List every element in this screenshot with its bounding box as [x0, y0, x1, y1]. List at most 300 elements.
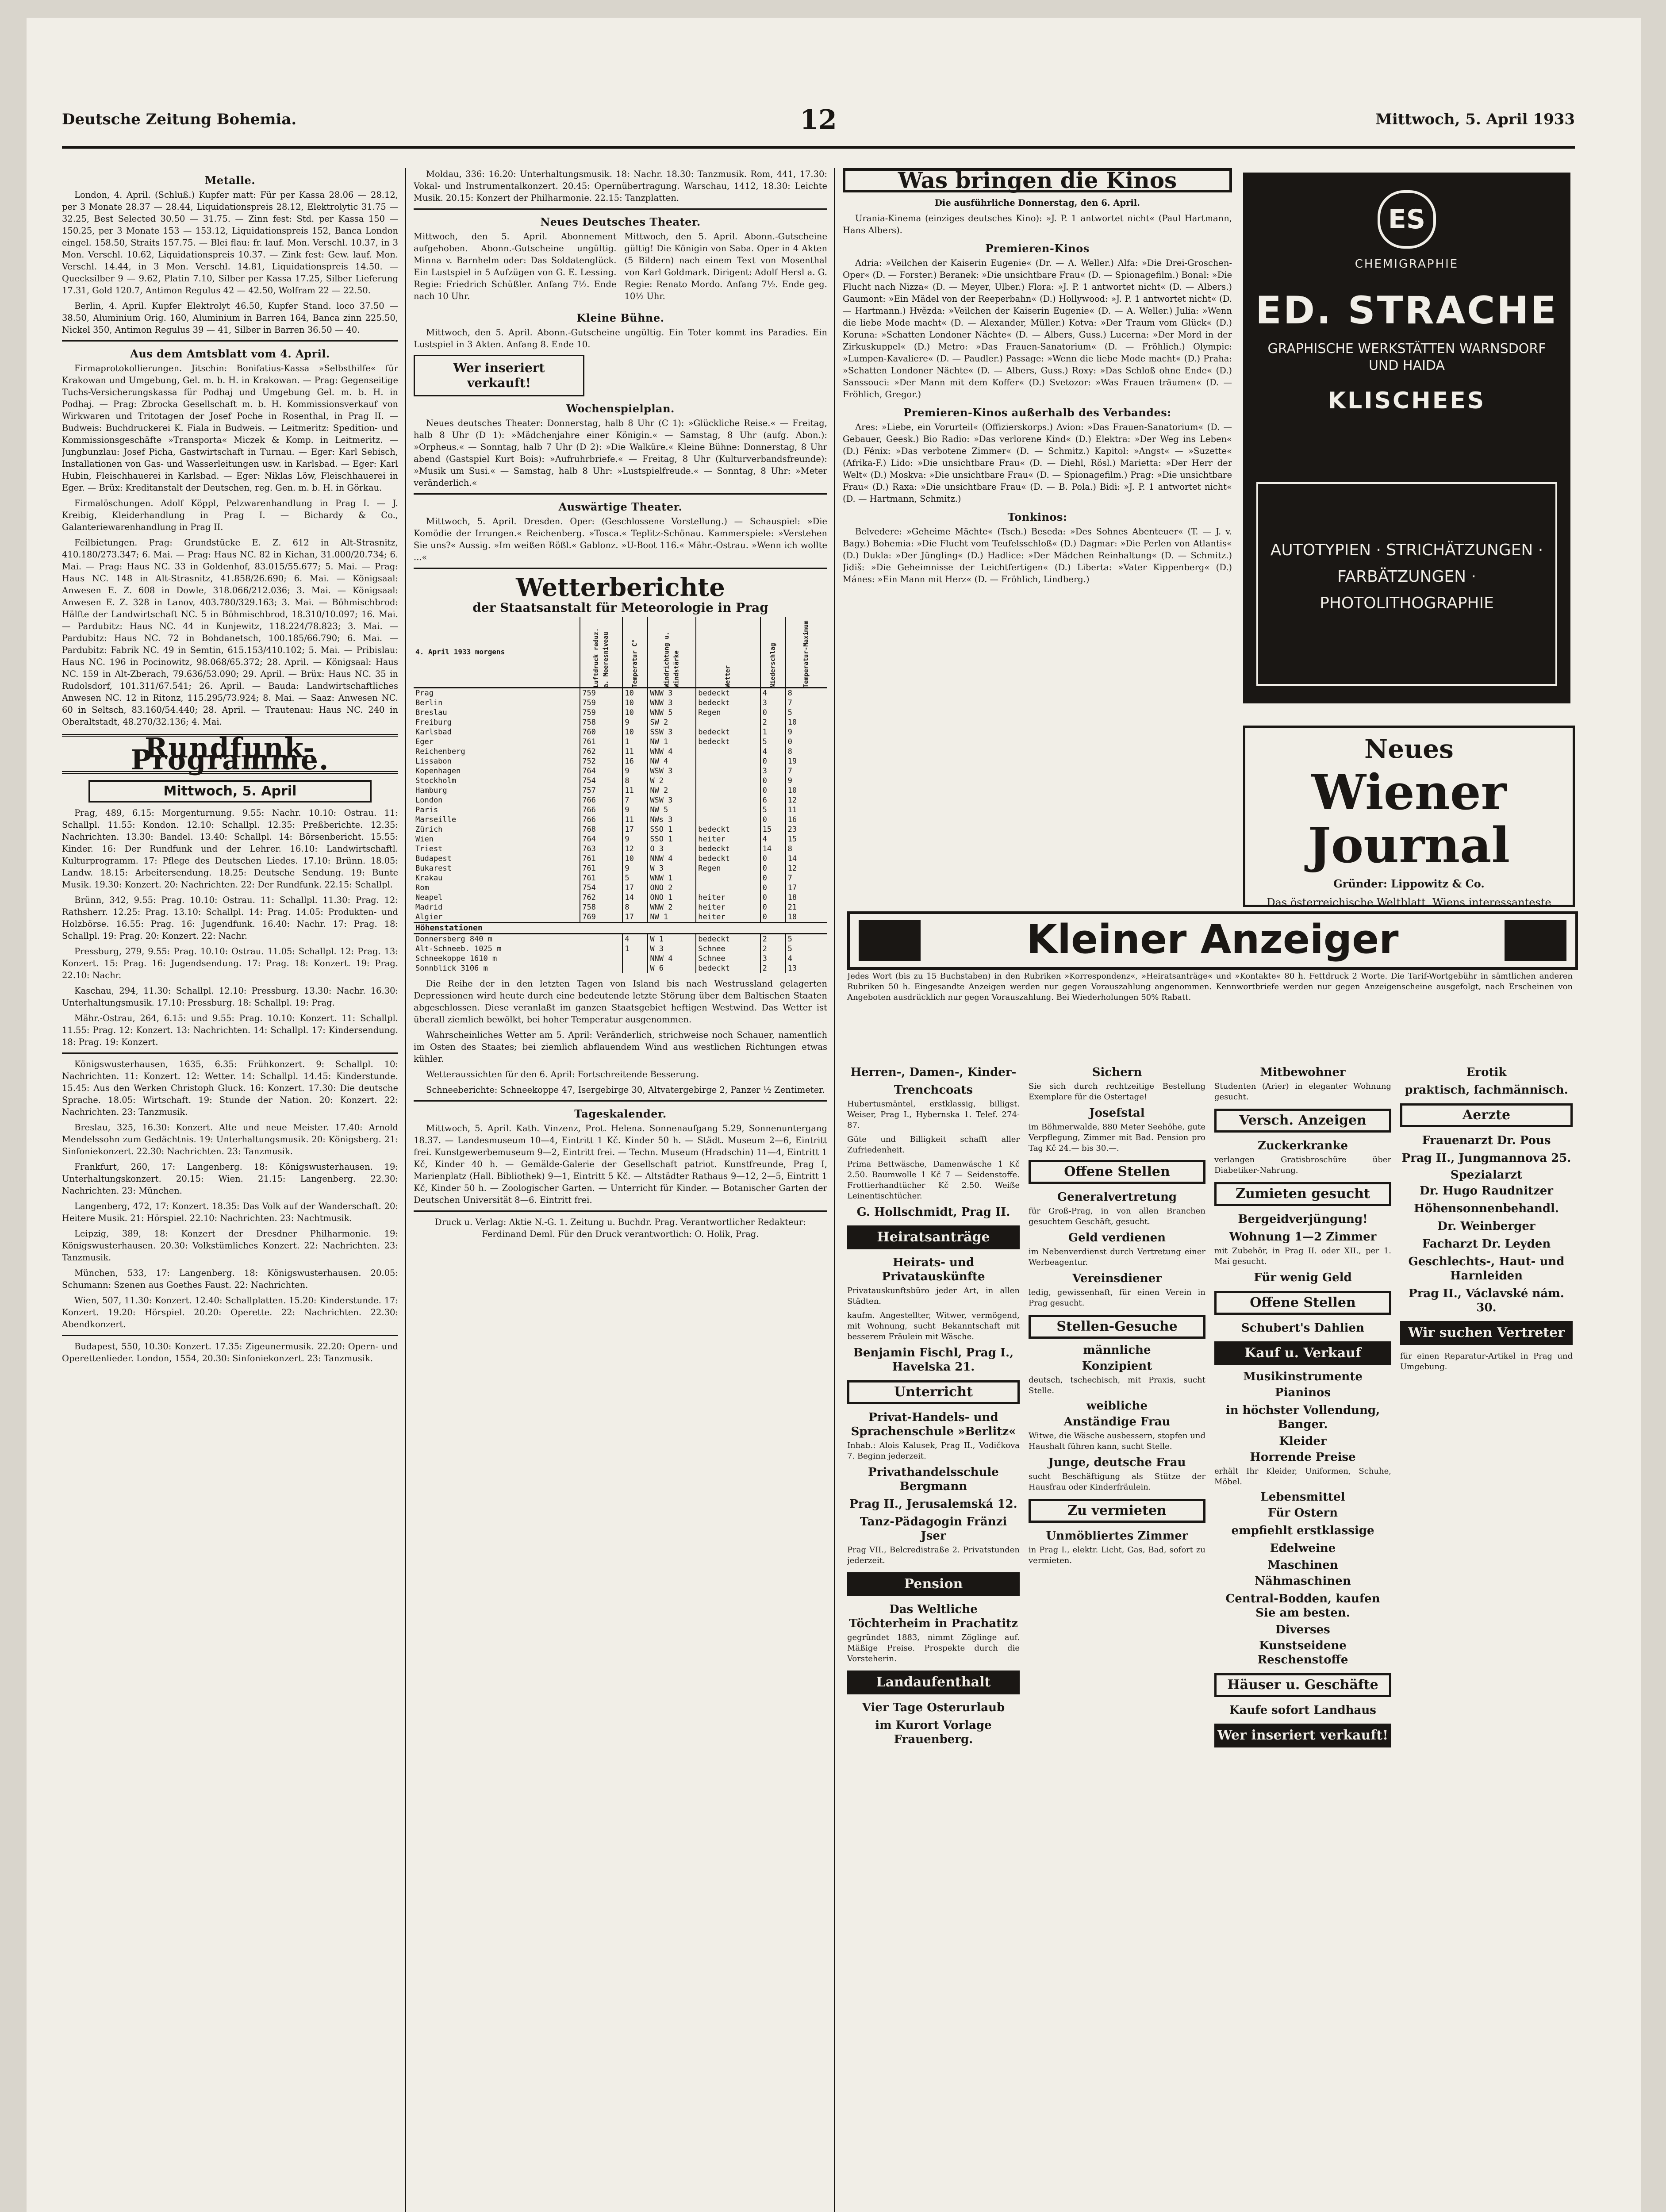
- weather-cell: 5: [786, 944, 827, 954]
- weather-row: [414, 873, 827, 883]
- ad-box: [414, 355, 584, 396]
- classified-subcategory: Musikinstrumente: [1243, 1370, 1363, 1383]
- classified-ad-headline: Geschlechts-, Haut- und Harnleiden: [1408, 1255, 1565, 1283]
- weather-cell: 11: [622, 815, 648, 825]
- classified-ad-text: kaufm. Angestellter, Witwer, vermögend, mit Wohnung, sucht Bekanntschaft mit besserem Fräulein mit Wäsche.: [847, 1311, 1020, 1341]
- classified-ad-text: Witwe, die Wäsche ausbessern, stopfen und Haushalt führen kann, sucht Stelle.: [1029, 1431, 1205, 1451]
- classified-ad-text: erhält Ihr Kleider, Uniformen, Schuhe, Möbel.: [1214, 1467, 1391, 1486]
- radio-listing: Frankfurt, 260, 17: Langenberg. 18: Königswusterhausen. 19: Unterhaltungskonzert. 20.15: Wien. 21.15: Langenberg. 22.30: Nachrichten. 23: München.: [62, 1162, 398, 1196]
- classified-ad-headline: Vier Tage Osterurlaub: [862, 1701, 1005, 1714]
- weather-cell: 9: [786, 776, 827, 786]
- weather-cell: 4: [622, 934, 648, 945]
- classified-ad-text: Prima Bettwäsche, Damenwäsche 1 Kč 2.50. Baumwolle 1 Kč 7 — Seidenstoffe. Frottierhandtücher Kč 2.50. Weiße Leinentischtücher.: [847, 1160, 1020, 1201]
- weather-row: [414, 795, 827, 805]
- weather-cell: 11: [786, 805, 827, 815]
- imprint: Druck u. Verlag: Aktie N.-G. 1. Zeitung u. Buchdr. Prag. Verantwortlicher Redakteur: Ferdinand Deml. Für den Druck verantwortlich: O. Holik, Prag.: [434, 1217, 806, 1239]
- classified-ad-headline: Geld verdienen: [1068, 1231, 1166, 1244]
- classified-ad-text: ledig, gewissenhaft, für einen Verein in Prag gesucht.: [1029, 1288, 1205, 1308]
- weather-cell: 8: [786, 844, 827, 854]
- weather-cell: 9: [622, 805, 648, 815]
- classified-ad-text: im Böhmerwalde, 880 Meter Seehöhe, gute Verpflegung, Zimmer mit Bad. Pension pro Tag Kč 24.— bis 30.—.: [1029, 1122, 1205, 1153]
- section-heading: Kleine Bühne.: [576, 311, 664, 324]
- cinema-listing: Belvedere: »Geheime Mächte« (Tsch.) Beseda: »Des Sohnes Abenteuer« (T. — J. v. Bagy.) Bohemia: »Die Flucht vom Teufelsschloß« (D.) Dagmar: »Die Perlen von Atlantis« (D.) Dukla: »Der Jüngling« (D.) Hadlice: »Der Mädchen Reinhaltung« (D. — Schmitz.) Jidiš: »Die Geheimnisse der Leichtfertigen« (D.) Liberta: »Vater Kippenberg« (D.) Mánes: »Ein Mann mit Herz« (D. — Fröhlich, Lindberg.): [843, 526, 1232, 584]
- section-heading: Wochenspielplan.: [566, 402, 675, 415]
- weather-cell: WSW 3: [648, 795, 696, 805]
- section-heading: Tageskalender.: [574, 1107, 667, 1120]
- calendar-paragraph: Mittwoch, 5. April. Kath. Vinzenz, Prot. Helena. Sonnenaufgang 5.29, Sonnenuntergang 18.37. — Landesmuseum 10—4, Eintritt 1 Kč. Kinder 50 h. — Städt. Museum 2—6, Eintritt frei. Kunstgewerbemuseum 9—2, Eintritt frei. — Techn. Museum (Hradschin) 11—4, Eintritt 1 Kč, Kinder 40 h. — Gemälde-Galerie der Gesellschaft patriot. Kunstfreunde, Prag I, Marienplatz (Hall. Bibliothek) 9—1, Eintritt 5 Kč. — Altstädter Rathaus 9—12, 2—5, Eintritt 1 Kč, Kinder 50 h. — Zoologischer Garten. — Unterricht für Kinder. — Botanischer Garten der Deutschen Universität 8—6. Eintritt frei.: [414, 1123, 827, 1205]
- weather-cell: WNW 3: [648, 688, 696, 699]
- weather-column-header: Temperatur C°: [622, 617, 648, 688]
- weather-cell: 17: [622, 825, 648, 834]
- weather-cell: [696, 776, 760, 786]
- weather-cell: WNW 1: [648, 873, 696, 883]
- strache-klisch: KLISCHEES: [1328, 388, 1486, 414]
- classified-category-box: Landaufenthalt: [847, 1671, 1020, 1694]
- weather-row: [414, 805, 827, 815]
- weather-cell: 9: [622, 864, 648, 873]
- weather-column-header: Windrichtung u. Windstärke: [648, 617, 696, 688]
- radio-listing: Königswusterhausen, 1635, 6.35: Frühkonzert. 9: Schallpl. 10: Nachrichten. 11: Konzert. 12: Wetter. 14: Schallpl. 14.45: Kinderstunde. 15.45: Aus den Werken Christoph Gluck. 16: Konzert. 17.30: Die deutsche Sprache. 18.05: Wirtschaft. 19: Stunde der Nation. 20: Konzert. 22: Nachrichten. 23: Tanzmusik.: [62, 1059, 398, 1117]
- weather-cell: 9: [622, 766, 648, 776]
- weather-row: [414, 757, 827, 766]
- radio-date: Mittwoch, 5. April: [88, 780, 372, 803]
- weather-row: [414, 934, 827, 945]
- classified-category-box: Wir suchen Vertreter: [1400, 1321, 1573, 1345]
- weather-cell: Eger: [415, 737, 434, 746]
- classified-ad-text: Sie sich durch rechtzeitige Bestellung Exemplare für die Ostertage!: [1029, 1082, 1205, 1102]
- classified-ad-headline: Herren-, Damen-, Kinder-: [850, 1066, 1017, 1079]
- classified-ad-headline: Kaufe sofort Landhaus: [1229, 1704, 1376, 1717]
- weather-cell: bedeckt: [696, 934, 760, 945]
- weather-paragraph: Die Reihe der in den letzten Tagen von Island bis nach Westrussland gelagerten Depressionen wird heute durch eine bedeutende letzte Störung über dem Baltischen Staaten abgeschlossen. Diese veranlaßt im ganzen Staatsgebiet heftigen Westwind. Das Wetter ist überall ziemlich bewölkt, bei hoher Temperatur ausgenommen.: [414, 979, 827, 1025]
- page-number: 12: [800, 104, 837, 135]
- weather-cell: 10: [786, 786, 827, 795]
- weather-cell: 752: [580, 757, 622, 766]
- classified-ad-text: gegründet 1883, nimmt Zöglinge auf. Mäßige Preise. Prospekte durch die Vorsteherin.: [847, 1633, 1020, 1663]
- classified-subcategory: männliche: [1083, 1344, 1151, 1357]
- classified-ad-headline: Dr. Weinberger: [1437, 1220, 1535, 1233]
- weather-cell: 761: [580, 854, 622, 864]
- classified-ad-headline: Bergeidverjüngung!: [1238, 1213, 1368, 1226]
- cinema-listing: Urania-Kinema (einziges deutsches Kino): »J. P. 1 antwortet nicht« (Paul Hartmann, Hans Albers).: [843, 213, 1232, 235]
- weather-cell: 8: [622, 902, 648, 912]
- classified-category-box: Versch. Anzeigen: [1214, 1109, 1391, 1133]
- weather-cell: 759: [580, 708, 622, 718]
- weather-cell: Madrid: [415, 903, 443, 912]
- classified-ad-text: für Groß-Prag, in von allen Branchen gesuchtem Geschäft, gesucht.: [1029, 1206, 1205, 1226]
- weather-cell: W 3: [648, 944, 696, 954]
- classified-ad-text: deutsch, tschechisch, mit Praxis, sucht Stelle.: [1029, 1375, 1205, 1395]
- weather-cell: 17: [622, 912, 648, 923]
- radio-listing: Wien, 507, 11.30: Konzert. 12.40: Schallplatten. 15.20: Kinderstunde. 17: Konzert. 19.20: Hörspiel. 20.20: Operette. 22: Nachrichten. 22.30: Abendkonzert.: [62, 1295, 398, 1329]
- weather-cell: 761: [580, 873, 622, 883]
- weather-cell: WNW 2: [648, 902, 696, 912]
- section-heading: Tonkinos:: [1007, 511, 1067, 523]
- article-paragraph: Berlin, 4. April. Kupfer Elektrolyt 46.50, Kupfer Stand. loco 37.50 — 38.50, Aluminium Orig. 160, Aluminium in Barren 164, Banca zinn 225.50, Nickel 350, Antimon Regulus 39 — 41, Silber in Barren 36.50 — 40.: [62, 301, 398, 335]
- classified-category-box: Zumieten gesucht: [1214, 1182, 1391, 1206]
- weather-cell: 7: [786, 698, 827, 708]
- weather-cell: [696, 747, 760, 757]
- classified-ad-headline: Benjamin Fischl, Prag I., Havelska 21.: [853, 1346, 1014, 1374]
- weather-cell: [696, 786, 760, 795]
- weather-cell: 754: [580, 883, 622, 893]
- divider: [62, 1335, 398, 1336]
- weather-cell: SSW 3: [648, 727, 696, 737]
- classified-category-box: Stellen-Gesuche: [1029, 1315, 1205, 1339]
- classified-ad-headline: Vereinsdiener: [1072, 1272, 1162, 1285]
- weather-cell: 766: [580, 815, 622, 825]
- weather-cell: 10: [622, 708, 648, 718]
- radio-listing: Langenberg, 472, 17: Konzert. 18.35: Das Volk auf der Wanderschaft. 20: Heitere Musik. 21: Hörspiel. 22.10: Nachrichten. 23: Nachtmusik.: [62, 1201, 398, 1223]
- weather-row: [414, 698, 827, 708]
- classified-subcategory: Diverses: [1275, 1623, 1330, 1636]
- weather-cell: 766: [580, 795, 622, 805]
- weather-cell: bedeckt: [696, 688, 760, 699]
- weather-cell: NW 2: [648, 786, 696, 795]
- weather-cell: 5: [786, 708, 827, 718]
- classified-subcategory: weibliche: [1086, 1399, 1148, 1413]
- weather-cell: 14: [760, 844, 786, 854]
- weather-cell: 9: [786, 727, 827, 737]
- banner-block: [859, 920, 921, 961]
- weather-cell: 5: [760, 737, 786, 747]
- weather-row: [414, 912, 827, 923]
- radio-listing: München, 533, 17: Langenberg. 18: Königswusterhausen. 20.05: Schumann: Szenen aus Goethes Faust. 22: Nachrichten.: [62, 1268, 398, 1290]
- classified-ad-text: mit Zubehör, in Prag II. oder XII., per 1. Mai gesucht.: [1214, 1246, 1391, 1266]
- weather-cell: SSO 1: [648, 825, 696, 834]
- weather-cell: 762: [580, 893, 622, 902]
- weather-cell: [696, 766, 760, 776]
- weather-cell: 15: [760, 825, 786, 834]
- weather-cell: 0: [760, 864, 786, 873]
- radio-banner: Rundfunk-Programme.: [62, 734, 398, 774]
- divider: [414, 568, 827, 569]
- weather-cell: 0: [760, 883, 786, 893]
- weather-cell: 16: [786, 815, 827, 825]
- classified-subcategory: Maschinen: [1267, 1559, 1338, 1572]
- classified-ad-headline: Facharzt Dr. Leyden: [1422, 1237, 1551, 1251]
- weather-subtitle: der Staatsanstalt für Meteorologie in Prag: [472, 600, 768, 615]
- radio-listing: Brünn, 342, 9.55: Prag. 10.10: Ostrau. 11: Schallpl. 11.30: Prag. 12: Rathsherr. 12.25: Prag. 13.10: Schallpl. 14: Prag. 14.05: Produkten- und Holzbörse. 16.55: Prag. 16: Jugendfunk. 16.40: Nachr. 17: Prag. 18: Schallpl. 19: Prag. 20: Konzert. 22: Nachr.: [62, 895, 398, 941]
- radio-listing: Breslau, 325, 16.30: Konzert. Alte und neue Meister. 17.40: Arnold Mendelssohn zum Gedächtnis. 19: Unterhaltungsmusik. 20: Königsberg. 21: Sinfoniekonzert. 22.30: Nachrichten. 23: Tanzmusik.: [62, 1122, 398, 1156]
- weather-cell: 5: [760, 805, 786, 815]
- weather-cell: Lissabon: [415, 757, 452, 766]
- weather-cell: 5: [786, 934, 827, 945]
- weather-row: [414, 688, 827, 699]
- weather-cell: 12: [622, 844, 648, 854]
- weather-cell: 4: [760, 747, 786, 757]
- weather-cell: W 2: [648, 776, 696, 786]
- weather-cell: bedeckt: [696, 825, 760, 834]
- wiener-journal-name: Wiener Journal: [1308, 764, 1510, 874]
- weather-cell: Algier: [415, 913, 443, 922]
- weather-row: [414, 854, 827, 864]
- weather-cell: 17: [622, 883, 648, 893]
- classified-intro: [847, 971, 1573, 1060]
- classified-category-box: Häuser u. Geschäfte: [1214, 1673, 1391, 1697]
- weather-row: [414, 893, 827, 902]
- radio-listing: Budapest, 550, 10.30: Konzert. 17.35: Zigeunermusik. 22.20: Opern- und Operettenlieder. London, 1554, 20.30: Sinfoniekonzert. 23: Tanzmusik.: [62, 1341, 398, 1363]
- section-heading: Auswärtige Theater.: [558, 500, 683, 513]
- weather-cell: 4: [760, 834, 786, 844]
- classified-ad-headline: in höchster Vollendung, Banger.: [1225, 1404, 1380, 1431]
- theater-listing: Mittwoch, den 5. April. Abonn.-Gutscheine gültig! Die Königin von Saba. Oper in 4 Akten (5 Bildern) nach einem Text von Mosenthal von Karl Goldmark. Dirigent: Adolf Hersl a. G. Regie: Renato Mordo. Anfang 7½. Ende geg. 10½ Uhr.: [624, 231, 827, 301]
- weather-cell: W 3: [648, 864, 696, 873]
- classified-ad-headline: praktisch, fachmännisch.: [1405, 1083, 1568, 1097]
- weather-cell: 10: [622, 854, 648, 864]
- classified-subcategory: Lebensmittel: [1260, 1490, 1345, 1504]
- weather-cell: 2: [760, 718, 786, 727]
- weather-cell: 764: [580, 834, 622, 844]
- weather-cell: 3: [760, 766, 786, 776]
- weather-cell: Stockholm: [415, 776, 457, 785]
- classified-ad-headline: Josefstal: [1089, 1106, 1145, 1120]
- classified-ad-headline: Prag II., Václavské nám. 30.: [1409, 1287, 1564, 1314]
- radio-listing: Pressburg, 279, 9.55: Prag. 10.10: Ostrau. 11.05: Schallpl. 12: Prag. 13: Konzert. 15: Prag. 16: Jugendsendung. 17: Prag. 18: Konzert. 19: Prag. 22.10: Nachr.: [62, 946, 398, 980]
- weather-cell: Karlsbad: [415, 728, 452, 737]
- weather-cell: 11: [622, 786, 648, 795]
- divider: [414, 208, 827, 210]
- weather-cell: bedeckt: [696, 844, 760, 854]
- weather-row: [414, 825, 827, 834]
- weather-title: Wetterberichte: [516, 573, 725, 602]
- classified-subcategory: Kleider: [1279, 1435, 1327, 1448]
- classified-ad-headline: Edelweine: [1270, 1542, 1336, 1555]
- weather-cell: heiter: [696, 834, 760, 844]
- weather-cell: 21: [786, 902, 827, 912]
- page-header: [62, 104, 1575, 149]
- weather-date-header: 4. April 1933 morgens: [414, 617, 580, 688]
- classified-ad-headline: Frauenarzt Dr. Pous: [1422, 1134, 1551, 1147]
- weather-cell: 9: [622, 834, 648, 844]
- weather-cell: [622, 954, 648, 964]
- classified-ad-headline: Schubert's Dahlien: [1241, 1321, 1364, 1335]
- weather-cell: 6: [760, 795, 786, 805]
- weather-row: [414, 902, 827, 912]
- classified-category-box: Heiratsanträge: [847, 1225, 1020, 1249]
- weather-cell: Reichenberg: [415, 747, 465, 756]
- weather-cell: Alt-Schneeb. 1025 m: [415, 945, 502, 953]
- column-cinema: [843, 168, 1232, 902]
- classified-ad-headline: Prag II., Jerusalemská 12.: [849, 1498, 1017, 1511]
- weather-cell: 2: [760, 964, 786, 973]
- classified-ad-headline: Konzipient: [1082, 1359, 1152, 1373]
- classified-ad-text: Studenten (Arier) in eleganter Wohnung gesucht.: [1214, 1082, 1391, 1102]
- weather-cell: 8: [786, 688, 827, 699]
- classified-ad-headline: Dr. Hugo Raudnitzer: [1420, 1184, 1553, 1198]
- radio-listing: Mähr.-Ostrau, 264, 6.15: und 9.55: Prag. 10.10: Konzert. 11: Schallpl. 11.55: Prag. 12: Konzert. 13: Nachrichten. 14: Schallpl. 17: Kindersendung. 18: Prag. 19: Konzert.: [62, 1013, 398, 1047]
- weather-cell: heiter: [696, 893, 760, 902]
- weather-row: [414, 864, 827, 873]
- weather-row: [414, 954, 827, 964]
- cinema-listing: Ares: »Liebe, ein Vorurteil« (Offizierskorps.) Avion: »Das Frauen-Sanatorium« (D. — Gebauer, Geesk.) Bio Radio: »Das verlorene Kind« (D.) Elektra: »Der Weg ins Leben« (D.) Fénix: »Das verbotene Zimmer« (D. — Schmitz.) Kapitol: »Angst« — »Suzette« (Afrika-F.) Lido: »Die unsichtbare Frau« (D. — Diehl, Rösl.) Marietta: »Der Herr der Welt« (D.) Moskva: »Die unsichtbare Frau« (D. — Spionagefilm.) Prag: »Die unsichtbare Frau« (D.) Raxa: »Die unsichtbare Frau« (D. — B. Pola.) Bidi: »J. P. 1 antwortet nicht« (D. — Hartmann, Schmitz.): [843, 422, 1232, 504]
- weather-cell: heiter: [696, 912, 760, 923]
- weather-subheader: Höhenstationen: [414, 923, 827, 934]
- weather-cell: 2: [760, 944, 786, 954]
- weather-cell: 0: [760, 902, 786, 912]
- weather-cell: 8: [786, 747, 827, 757]
- classified-column-a: [847, 1062, 1020, 2212]
- weather-row: [414, 815, 827, 825]
- weather-subheader-row: [414, 923, 827, 934]
- cinema-listing: Adria: »Veilchen der Kaiserin Eugenie« (Dr. — A. Weller.) Alfa: »Die Drei-Groschen-Oper« (D. — Forster.) Beranek: »Die unsichtbare Frau« (D. — Spionagefilm.) Bonal: »Die Flucht nach Nizza« (D. — Meyer, Ulber.) Flora: »J. P. 1 antwortet nicht« (D. — Albers.) Gaumont: »Ein Mädel von der Reeperbahn« (D.) Hollywood: »J. P. 1 antwortet nicht« (D. — Hartmann.) Hvězda: »Veilchen der Kaiserin Eugenie« (D. — A. Weller.) Julia: »Wenn die liebe Mode macht« (D. — Alexander, Müller.) Kotva: »Der Traum vom Glück« (D.) Koruna: »Schatten Londoner Nächte« (D. — Albers, Guss.) Lucerna: »Der Mord in der Zirkuskuppel« (D.) Metro: »Das Frauen-Sanatorium« (D. — Fröhlich.) Olympic: »Lumpen-Kavaliere« (D. — Paudler.) Passage: »Wenn die liebe Mode macht« (D.) Praha: »Schatten Londoner Nächte« (D. — Albers, Guss.) Roxy: »Das Schloß ohne Ende« (D.) Sanssouci: »Der Mann mit dem Koffer« (D.) Svetozor: »Was Frauen träumen« (D. — Fröhlich, Gregor.): [843, 258, 1232, 399]
- newspaper-name: Deutsche Zeitung Bohemia.: [62, 111, 297, 128]
- classified-ad-headline: Privat-Handels- und Sprachenschule »Berlitz«: [851, 1411, 1016, 1438]
- weather-cell: Freiburg: [415, 718, 452, 727]
- classified-column-d: [1400, 1062, 1573, 2212]
- classified-ad-text: im Nebenverdienst durch Vertretung einer Werbeagentur.: [1029, 1247, 1205, 1267]
- weather-cell: London: [415, 796, 443, 805]
- classified-ad-text: Prag VII., Belcredistraße 2. Privatstunden jederzeit.: [847, 1545, 1020, 1565]
- section-heading: Neues Deutsches Theater.: [540, 215, 701, 228]
- weather-cell: 759: [580, 698, 622, 708]
- cinema-title: Was bringen die Kinos: [843, 168, 1232, 192]
- weather-cell: heiter: [696, 902, 760, 912]
- classified-ad-headline: im Kurort Vorlage Frauenberg.: [875, 1719, 992, 1746]
- weather-cell: 10: [786, 718, 827, 727]
- weather-cell: Hamburg: [415, 786, 447, 795]
- ad-slogan: Wer inseriert verkauft!: [453, 361, 545, 390]
- classified-title: Kleiner Anzeiger: [1026, 916, 1399, 963]
- divider: [414, 1210, 827, 1212]
- weather-cell: 3: [760, 698, 786, 708]
- wiener-gruender: Gründer: Lippowitz & Co.: [1333, 877, 1485, 890]
- weather-cell: [696, 805, 760, 815]
- weather-cell: ONO 1: [648, 893, 696, 902]
- weather-cell: [696, 815, 760, 825]
- weather-cell: ONO 2: [648, 883, 696, 893]
- banner-block: [1505, 920, 1566, 961]
- column-rule: [405, 168, 406, 2212]
- wiener-neues: Neues: [1364, 734, 1454, 764]
- classified-column-c: [1214, 1062, 1391, 2212]
- classified-ad-headline: G. Hollschmidt, Prag II.: [856, 1206, 1010, 1219]
- classified-ad-headline: Sichern: [1092, 1066, 1142, 1079]
- radio-listing: Prag, 489, 6.15: Morgenturnung. 9.55: Nachr. 10.10: Ostrau. 11: Schallpl. 11.55: Kondon. 12.10: Schallpl. 12.35: Preßberichte. 12.35: Nachrichten. 13.30: Bandel. 13.40: Schallpl. 14: Börsenbericht. 15.55: Kinder. 16: Der Rundfunk und der Lehrer. 16.10: Landwirtschaftl. Kulturprogramm. 17: Pflege des Deutschen Liedes. 17.10: Brünn. 18.05: Landw. 18.15: Arbeitersendung. 18.25: Deutsche Sendung. 19: Bunte Musik. 19.30: Konzert. 20: Nachrichten. 22: Der Rundfunk. 22.15: Schallpl.: [62, 808, 398, 890]
- strache-sub: GRAPHISCHE WERKSTÄTTEN WARNSDORF UND HAIDA: [1267, 341, 1546, 373]
- classified-ad-headline: Generalvertretung: [1057, 1190, 1177, 1204]
- weather-cell: 10: [622, 688, 648, 699]
- weather-cell: Zürich: [415, 825, 443, 834]
- weather-cell: 757: [580, 786, 622, 795]
- weather-cell: WNW 3: [648, 698, 696, 708]
- weather-table: [414, 617, 827, 973]
- weather-cell: bedeckt: [696, 727, 760, 737]
- theater-listing: Mittwoch, den 5. April. Abonn.-Gutscheine ungültig. Ein Toter kommt ins Paradies. Ein Lustspiel in 3 Akten. Anfang 8. Ende 10.: [414, 327, 827, 349]
- classified-ad-text: Privatauskunftsbüro jeder Art, in allen Städten.: [847, 1286, 1020, 1306]
- weather-row: [414, 727, 827, 737]
- weather-paragraph: Schneeberichte: Schneekoppe 47, Isergebirge 30, Altvatergebirge 2, Panzer ½ Zentimeter.: [426, 1085, 825, 1095]
- weather-cell: 16: [622, 757, 648, 766]
- classified-ad-text: verlangen Gratisbroschüre über Diabetiker-Nahrung.: [1214, 1155, 1391, 1175]
- weather-cell: 763: [580, 844, 622, 854]
- strache-advertisement: [1243, 173, 1570, 703]
- weather-cell: Schnee: [696, 954, 760, 964]
- theater-listing: Mittwoch, den 5. April. Abonnement aufgehoben. Abonn.-Gutscheine ungültig. Minna v. Barnhelm oder: Das Soldatenglück. Ein Lustspiel in 5 Aufzügen von G. E. Lessing. Regie: Friedrich Schüßler. Anfang 7½. Ende nach 10 Uhr.: [414, 231, 617, 301]
- weather-cell: Bukarest: [415, 864, 452, 873]
- weather-row: [414, 737, 827, 747]
- weather-cell: 762: [580, 747, 622, 757]
- classified-ad-headline: Höhensonnenbehandl.: [1414, 1202, 1559, 1215]
- weather-cell: SSO 1: [648, 834, 696, 844]
- classified-column-b: [1029, 1062, 1205, 2212]
- weather-cell: 0: [760, 757, 786, 766]
- weather-cell: 0: [760, 786, 786, 795]
- classified-ad-text: für einen Reparatur-Artikel in Prag und Umgebung.: [1400, 1352, 1573, 1371]
- weather-cell: 1: [760, 727, 786, 737]
- classified-ad-headline: Für Ostern: [1267, 1506, 1338, 1520]
- weather-cell: Krakau: [415, 874, 443, 883]
- theater-listing: Neues deutsches Theater: Donnerstag, halb 8 Uhr (C 1): »Glückliche Reise.« — Freitag, halb 8 Uhr (D 1): »Mädchenjahre einer Königin.« — Samstag, 8 Uhr (aufg. Abon.): »Orpheus.« — Sonntag, halb 7 Uhr (D 2): »Die Walküre.« Kleine Bühne: Donnerstag, 8 Uhr abend (Gastspiel Kurt Bois): »Aufruhrbriefe.« — Freitag, 8 Uhr (Kulturverbandsfreunde): »Musik um Susi.« — Samstag, halb 8 Uhr: »Lustspielfreude.« — Sonntag, 8 Uhr: »Meter veränderlich.«: [414, 418, 827, 488]
- weather-cell: Wien: [415, 835, 434, 844]
- weather-cell: Marseille: [415, 815, 457, 824]
- weather-cell: Rom: [415, 883, 429, 892]
- weather-cell: 764: [580, 766, 622, 776]
- classified-ad-headline: empfiehlt erstklassige: [1231, 1524, 1374, 1537]
- weather-cell: 768: [580, 825, 622, 834]
- issue-date: Mittwoch, 5. April 1933: [1375, 111, 1575, 128]
- weather-cell: Paris: [415, 806, 438, 814]
- column-theater-weather: [414, 168, 827, 2212]
- weather-cell: NNW 4: [648, 954, 696, 964]
- weather-cell: 14: [622, 893, 648, 902]
- strache-frame: [1256, 482, 1557, 686]
- classified-ad-headline: Trenchcoats: [894, 1083, 973, 1097]
- weather-cell: NNW 4: [648, 854, 696, 864]
- weather-cell: WSW 3: [648, 766, 696, 776]
- weather-row: [414, 747, 827, 757]
- divider: [62, 1052, 398, 1054]
- classified-ad-headline: Zuckerkranke: [1258, 1139, 1348, 1152]
- section-heading: Aus dem Amtsblatt vom 4. April.: [130, 347, 330, 360]
- weather-cell: NW 1: [648, 912, 696, 923]
- weather-cell: 760: [580, 727, 622, 737]
- classified-ad-headline: Kunstseidene Reschenstoffe: [1257, 1639, 1348, 1667]
- strache-name: ED. STRACHE: [1255, 288, 1558, 333]
- weather-cell: 13: [786, 964, 827, 973]
- weather-column-header: Wetter: [696, 617, 760, 688]
- article-paragraph: Feilbietungen. Prag: Grundstücke E. Z. 612 in Alt-Strasnitz, 410.180/273.347; 6. Mai. — Prag: Haus NC. 82 in Kichan, 31.000/20.734; 6. Mai. — Prag: Haus NC. 33 in Goldenhof, 83.015/55.677; 5. Mai. — Prag: Haus NC. 148 in Alt-Strasnitz, 41.858/26.690; 6. Mai. — Königsaal: Anwesen E. Z. 608 in Dowle, 318.066/212.036; 3. Mai. — Königsaal: Anwesen E. Z. 328 in Lanov, 403.780/329.163; 3. Mai. — Böhmischbrod: Hälfte der Landwirtschaft NC. 5 in Böhmischbrod, 18.310/10.097; 16. Mai. — Pardubitz: Haus NC. 44 in Kunjewitz, 118.224/78.823; 3. Mai. — Pardubitz: Haus NC. 72 in Bohdanetsch, 100.185/66.790; 6. Mai. — Pardubitz: Fabrik NC. 49 in Semtin, 615.153/410.102; 5. Mai. — Pribislau: Haus NC. 196 in Pocinowitz, 98.068/65.372; 28. April. — Königsaal: Haus NC. 159 in Alt-Zberach, 79.636/53.090; 29. April. — Brüx: Haus NC. 35 in Rudolsdorf, 101.311/67.541; 26. April. — Bauda: Landwirtschaftliches Anwesen NC. 12 in Ritonz, 115.295/73.924; 8. Mai. — Saaz: Anwesen NC. 60 in Seltsch, 83.160/54.440; 28. April. — Trautenau: Haus NC. 240 in Oberaltstadt, 48.270/32.136; 4. Mai.: [62, 538, 398, 727]
- weather-cell: 758: [580, 718, 622, 727]
- weather-cell: Regen: [696, 708, 760, 718]
- radio-listing: Leipzig, 389, 18: Konzert der Dresdner Philharmonie. 19: Königswusterhausen. 20.30: Volkstümliches Konzert. 22: Nachrichten. 23: Tanzmusik.: [62, 1229, 398, 1263]
- weather-row: [414, 786, 827, 795]
- cinema-subtitle: Die ausführliche Donnerstag, den 6. April.: [935, 198, 1140, 208]
- classified-ad-headline: Mitbewohner: [1260, 1066, 1346, 1079]
- weather-column-header: Temperatur-Maximum: [786, 617, 827, 688]
- section-heading: Premieren-Kinos: [985, 242, 1090, 255]
- weather-cell: 12: [786, 864, 827, 873]
- weather-row: [414, 834, 827, 844]
- theater-listing: Mittwoch, 5. April. Dresden. Oper: (Geschlossene Vorstellung.) — Schauspiel: »Die Komödie der Irrungen.« Reichenberg. »Tosca.« Teplitz-Schönau. Kammerspiele: »Verstehen Sie uns?« Aussig. »Im weißen Rößl.« Gablonz. »U-Boot 116.« Mähr.-Ostrau. »Wenn ich wollte ...«: [414, 516, 827, 562]
- weather-cell: [696, 757, 760, 766]
- weather-cell: Sonnblick 3106 m: [415, 964, 488, 973]
- weather-cell: 769: [580, 912, 622, 923]
- classified-subcategory: Spezialarzt: [1450, 1168, 1523, 1182]
- weather-cell: 8: [622, 776, 648, 786]
- classified-category-box: Unterricht: [847, 1380, 1020, 1404]
- weather-cell: 9: [622, 718, 648, 727]
- weather-cell: 5: [622, 873, 648, 883]
- weather-cell: 7: [786, 766, 827, 776]
- section-heading: Metalle.: [204, 174, 256, 187]
- weather-cell: 19: [786, 757, 827, 766]
- classified-ad-headline: Junge, deutsche Frau: [1048, 1456, 1186, 1469]
- weather-cell: 11: [622, 747, 648, 757]
- weather-column-header: Niederschlag: [760, 617, 786, 688]
- weather-cell: 0: [760, 815, 786, 825]
- wiener-blatt: Das österreichische Weltblatt. Wiens interessanteste: [1267, 896, 1551, 909]
